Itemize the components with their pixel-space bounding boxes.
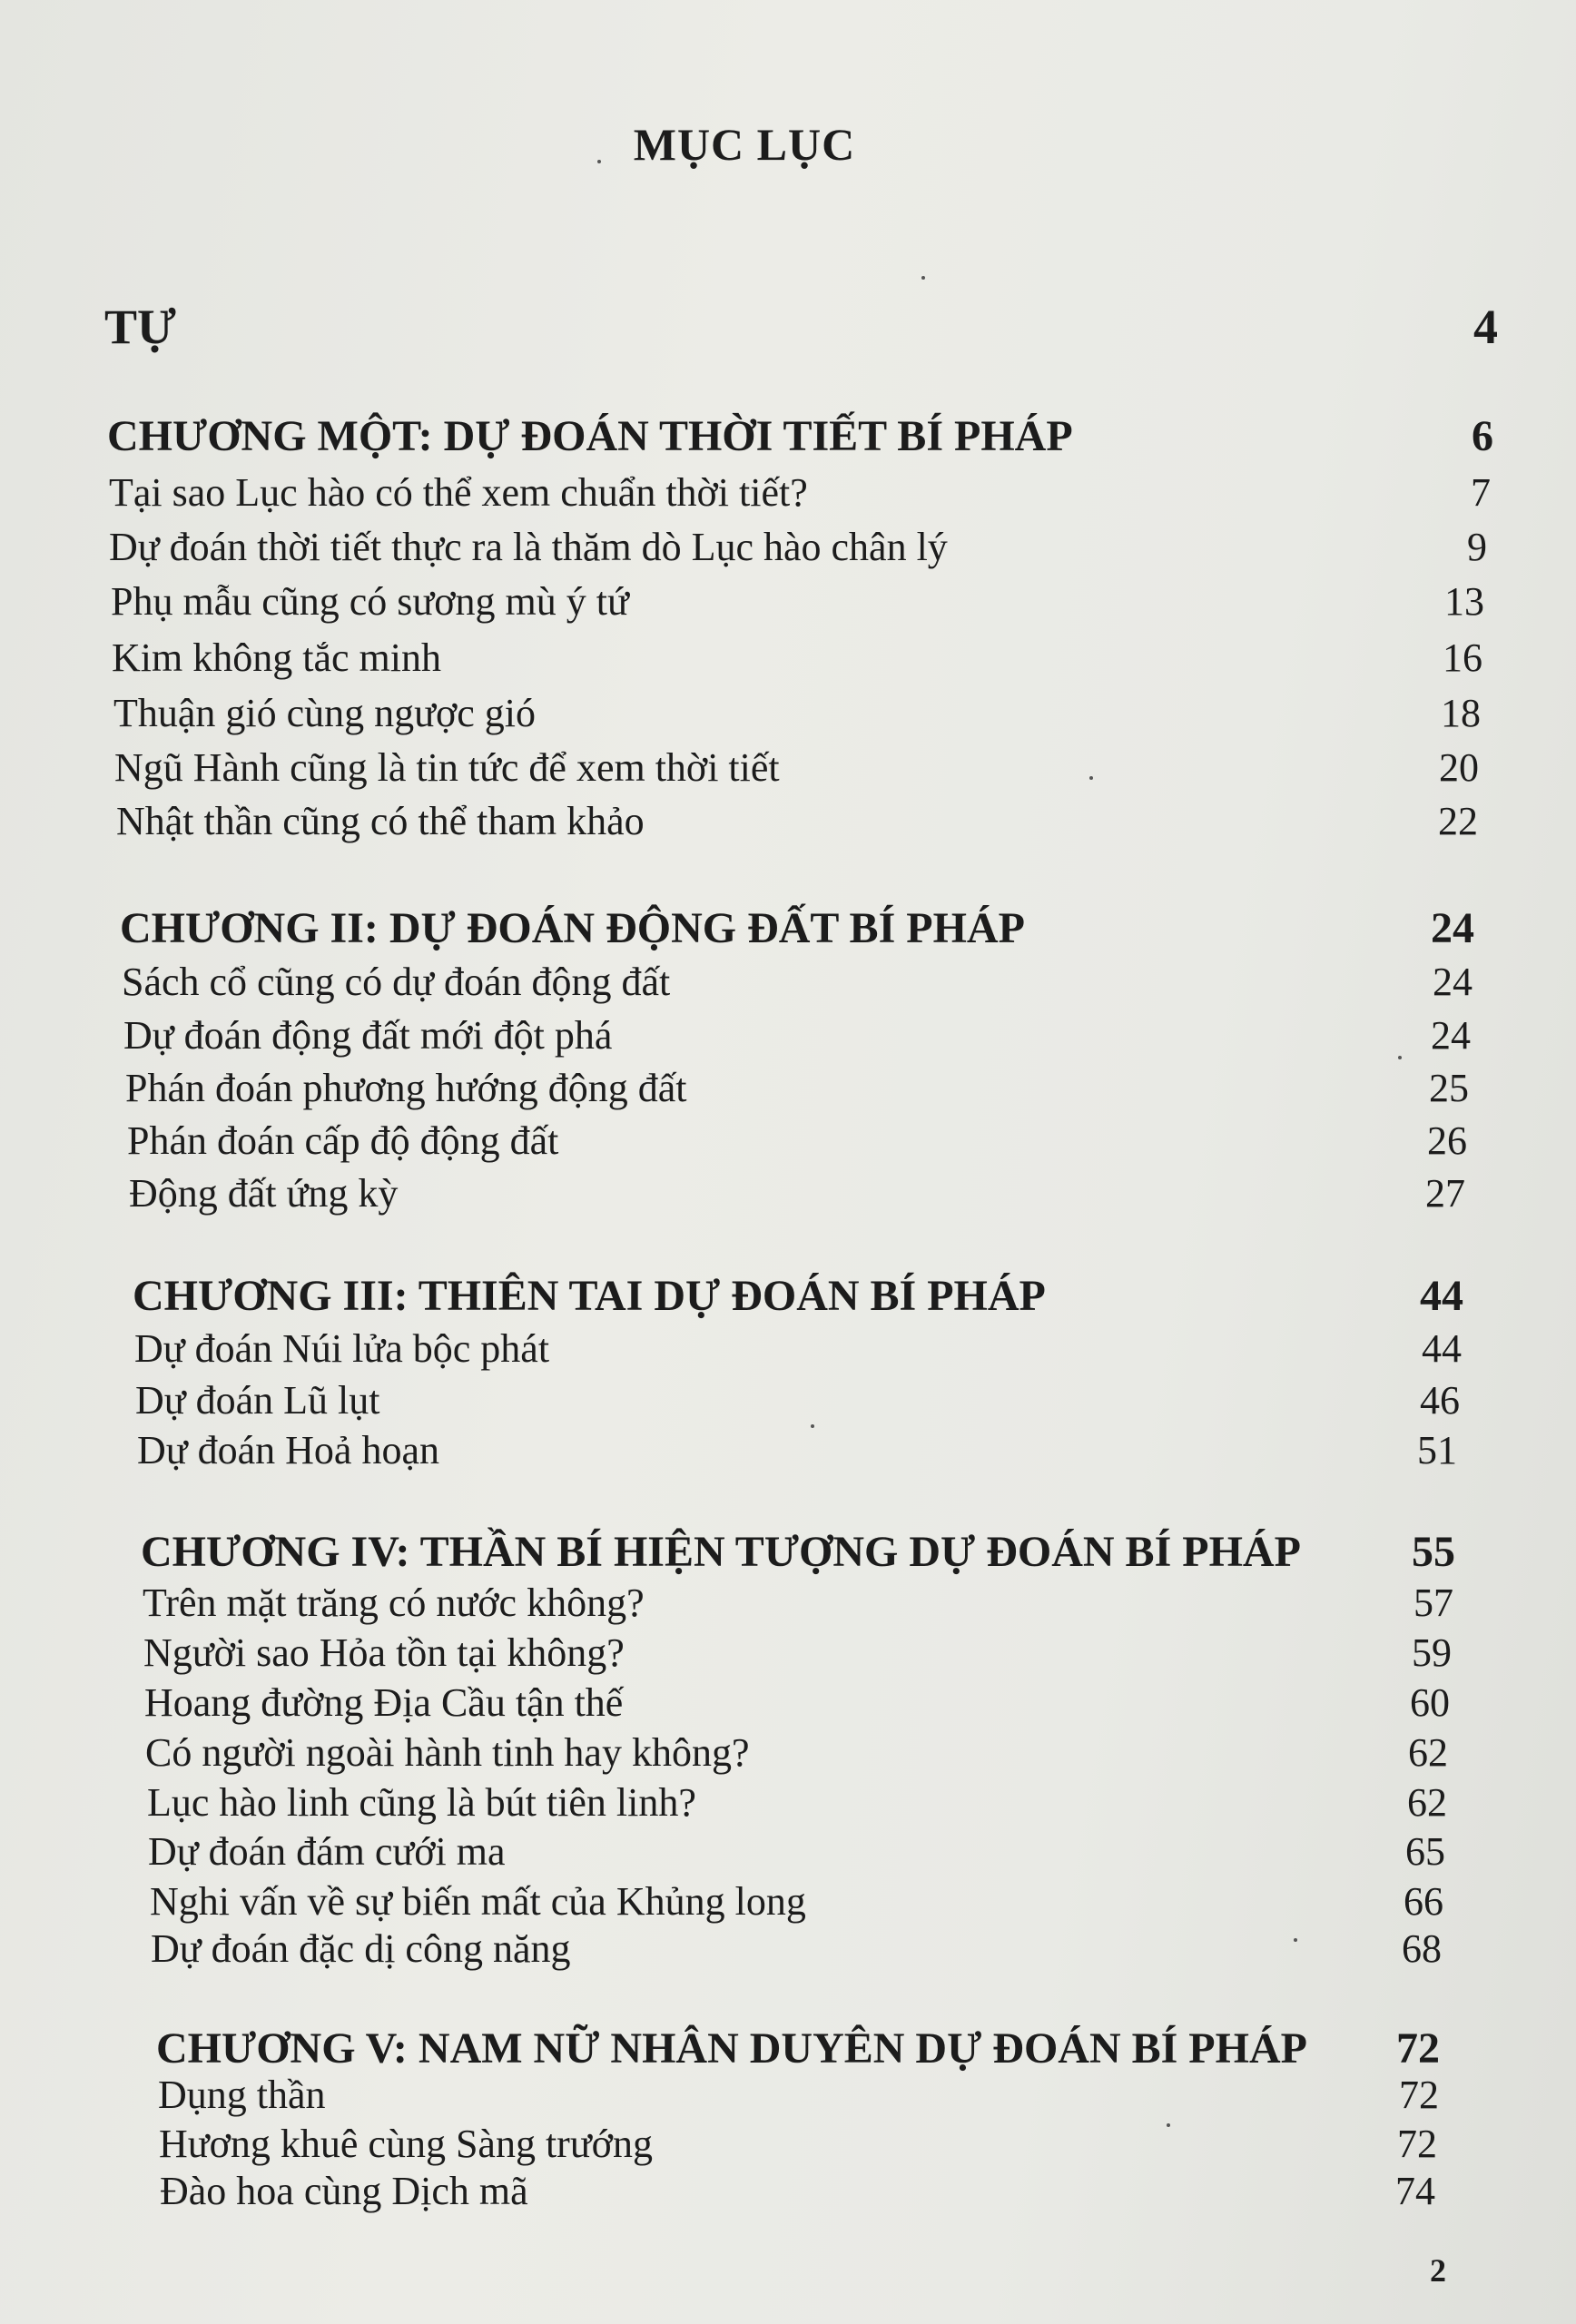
entry-page: 27 xyxy=(1425,1170,1465,1216)
toc-chapter-heading xyxy=(120,901,1474,955)
entry-title: Nhật thần cũng có thể tham khảo xyxy=(116,798,645,843)
entry-page: 22 xyxy=(1438,798,1478,843)
toc-entry xyxy=(134,1321,1462,1375)
toc-chapter-heading xyxy=(133,1268,1463,1323)
toc-entry xyxy=(116,793,1478,848)
toc-entry xyxy=(135,1373,1460,1427)
entry-title: Trên mặt trăng có nước không? xyxy=(143,1580,645,1625)
entry-page: 24 xyxy=(1433,959,1473,1004)
entry-title: Phán đoán cấp độ động đất xyxy=(127,1118,559,1163)
entry-page: 9 xyxy=(1467,524,1487,569)
entry-title: Kim không tắc minh xyxy=(112,635,441,680)
entry-title: Có người ngoài hành tinh hay không? xyxy=(145,1729,750,1775)
entry-page: 68 xyxy=(1402,1925,1442,1971)
chapter-title: CHƯƠNG MỘT: DỰ ĐOÁN THỜI TIẾT BÍ PHÁP xyxy=(107,411,1073,460)
entry-page: 46 xyxy=(1420,1377,1460,1423)
toc-chapter-heading xyxy=(107,409,1493,463)
paper-speck xyxy=(1167,2123,1170,2127)
entry-page: 74 xyxy=(1395,2168,1435,2213)
entry-title: Hoang đường Địa Cầu tận thế xyxy=(144,1679,624,1725)
entry-title: Người sao Hỏa tồn tại không? xyxy=(143,1630,625,1675)
toc-entry xyxy=(159,2116,1437,2171)
entry-page: 7 xyxy=(1471,469,1491,515)
paper-speck xyxy=(1294,1938,1297,1942)
entry-page: 72 xyxy=(1399,2072,1439,2117)
chapter-title: CHƯƠNG IV: THẦN BÍ HIỆN TƯỢNG DỰ ĐOÁN BÍ PHÁP xyxy=(141,1527,1301,1576)
entry-title: Thuận gió cùng ngược gió xyxy=(113,690,537,735)
toc-entry xyxy=(109,465,1491,519)
entry-page: 13 xyxy=(1444,578,1484,624)
toc-entry xyxy=(113,685,1481,740)
entry-title: Dụng thần xyxy=(158,2072,326,2117)
toc-entry xyxy=(109,519,1487,574)
entry-page: 44 xyxy=(1422,1325,1462,1371)
toc-entry xyxy=(111,574,1484,628)
entry-title: Dự đoán Núi lửa bộc phát xyxy=(134,1325,550,1371)
chapter-page: 6 xyxy=(1472,411,1493,460)
toc-entry xyxy=(151,1921,1442,1975)
paper-speck xyxy=(921,276,925,280)
entry-page: 26 xyxy=(1427,1118,1467,1163)
entry-title: Dự đoán đám cưới ma xyxy=(148,1828,506,1874)
toc-entry xyxy=(145,1725,1448,1779)
toc-entry xyxy=(122,954,1473,1009)
entry-page: 25 xyxy=(1429,1065,1469,1110)
entry-page: 66 xyxy=(1404,1878,1443,1924)
entry-title: Đào hoa cùng Dịch mã xyxy=(160,2168,528,2213)
entry-title: Dự đoán Hoả hoạn xyxy=(137,1427,439,1472)
entry-page: 51 xyxy=(1417,1427,1457,1472)
entry-page: 72 xyxy=(1397,2121,1437,2166)
entry-page: 65 xyxy=(1405,1828,1445,1874)
toc-entry xyxy=(137,1423,1457,1477)
toc-entry xyxy=(123,1008,1471,1062)
paper-speck xyxy=(1398,1056,1402,1059)
toc-entry xyxy=(148,1824,1445,1878)
chapter-page: 44 xyxy=(1420,1271,1463,1320)
chapter-page: 55 xyxy=(1412,1527,1455,1576)
toc-preface-row xyxy=(104,300,1498,354)
entry-page: 62 xyxy=(1408,1729,1448,1775)
entry-page: 18 xyxy=(1441,690,1481,735)
entry-title: Phụ mẫu cũng có sương mù ý tứ xyxy=(111,578,629,624)
entry-title: Phán đoán phương hướng động đất xyxy=(125,1065,687,1110)
toc-entry xyxy=(125,1060,1469,1115)
entry-title: Động đất ứng kỳ xyxy=(129,1170,399,1216)
page-title: MỤC LỤC xyxy=(633,119,856,170)
entry-page: 60 xyxy=(1410,1679,1450,1725)
entry-title: Sách cổ cũng có dự đoán động đất xyxy=(122,959,671,1004)
toc-entry xyxy=(143,1575,1453,1630)
entry-page: 57 xyxy=(1413,1580,1453,1625)
chapter-title: CHƯƠNG III: THIÊN TAI DỰ ĐOÁN BÍ PHÁP xyxy=(133,1271,1046,1320)
toc-preface-label: TỰ xyxy=(104,300,176,354)
entry-page: 24 xyxy=(1431,1012,1471,1058)
toc-entry xyxy=(147,1775,1447,1829)
toc-entry xyxy=(127,1113,1467,1167)
toc-entry xyxy=(160,2163,1435,2218)
chapter-page: 24 xyxy=(1431,903,1474,952)
toc-entry xyxy=(158,2067,1439,2122)
entry-title: Dự đoán thời tiết thực ra là thăm dò Lục hào chân lý xyxy=(109,524,948,569)
toc-entry xyxy=(150,1874,1443,1928)
chapter-page: 72 xyxy=(1396,2024,1440,2073)
entry-title: Dự đoán đặc dị công năng xyxy=(151,1925,571,1971)
entry-page: 62 xyxy=(1407,1779,1447,1825)
entry-title: Dự đoán Lũ lụt xyxy=(135,1377,380,1423)
entry-page: 20 xyxy=(1439,744,1479,790)
page-number: 2 xyxy=(1430,2252,1446,2289)
toc-entry xyxy=(112,630,1482,684)
entry-page: 16 xyxy=(1443,635,1482,680)
entry-title: Tại sao Lục hào có thể xem chuẩn thời tiết? xyxy=(109,469,808,515)
entry-title: Hương khuê cùng Sàng trướng xyxy=(159,2121,653,2166)
paper-speck xyxy=(1089,776,1093,780)
entry-title: Dự đoán động đất mới đột phá xyxy=(123,1012,613,1058)
toc-preface-page: 4 xyxy=(1473,300,1498,354)
paper-speck xyxy=(597,160,601,163)
toc-entry xyxy=(143,1625,1452,1679)
paper-speck xyxy=(811,1424,814,1428)
toc-entry xyxy=(114,740,1479,794)
entry-title: Lục hào linh cũng là bút tiên linh? xyxy=(147,1779,696,1825)
entry-page: 59 xyxy=(1412,1630,1452,1675)
toc-entry xyxy=(129,1166,1465,1220)
chapter-title: CHƯƠNG II: DỰ ĐOÁN ĐỘNG ĐẤT BÍ PHÁP xyxy=(120,903,1025,952)
entry-title: Ngũ Hành cũng là tin tức để xem thời tiết xyxy=(114,744,780,790)
entry-title: Nghi vấn về sự biến mất của Khủng long xyxy=(150,1878,806,1924)
chapter-title: CHƯƠNG V: NAM NỮ NHÂN DUYÊN DỰ ĐOÁN BÍ PHÁP xyxy=(156,2024,1307,2073)
toc-chapter-heading xyxy=(141,1524,1455,1579)
toc-entry xyxy=(144,1675,1450,1729)
